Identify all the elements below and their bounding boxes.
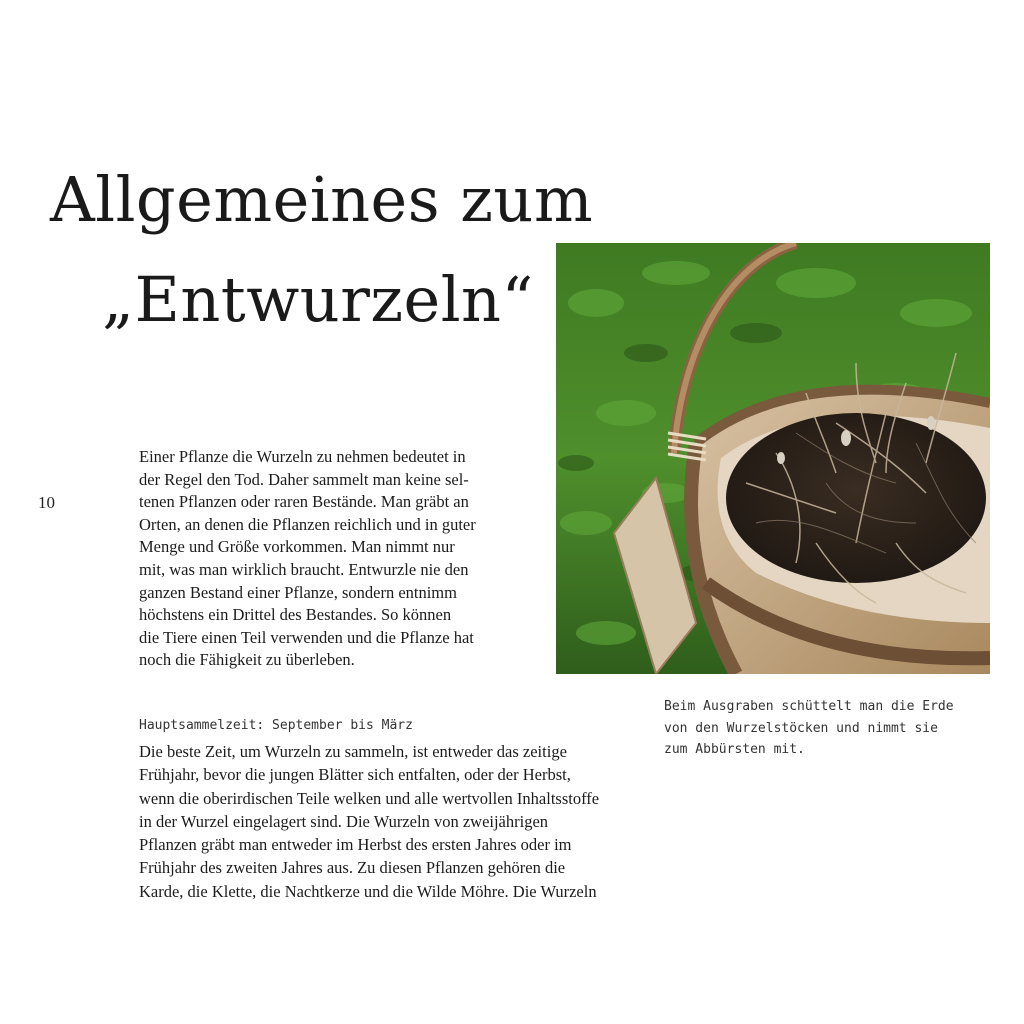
title-line-1: Allgemeines zum	[50, 163, 594, 236]
text-line: Die beste Zeit, um Wurzeln zu sammeln, ist entweder das zeitige	[139, 742, 567, 761]
text-line: Menge und Größe vorkommen. Man nimmt nur	[139, 537, 455, 557]
text-line: mit, was man wirklich braucht. Entwurzle nie den	[139, 559, 469, 579]
caption-line: Beim Ausgraben schüttelt man die Erde	[664, 699, 954, 714]
text-line: noch die Fähigkeit zu überleben.	[139, 650, 355, 670]
intro-paragraph	[139, 446, 519, 672]
text-line: ganzen Bestand einer Pflanze, sondern entnimm	[139, 582, 457, 602]
text-line: Frühjahr des zweiten Jahres aus. Zu diesen Pflanzen gehören die	[139, 858, 566, 878]
text-line: Karde, die Klette, die Nachtkerze und die Wilde Möhre. Die Wurzeln	[139, 881, 597, 901]
photo-caption	[664, 696, 954, 761]
text-line: höchstens ein Drittel des Bestandes. So können	[139, 605, 452, 625]
caption-line: zum Abbürsten mit.	[664, 742, 805, 757]
text-line: Pflanzen gräbt man entweder im Herbst des ersten Jahres oder im	[139, 835, 572, 855]
text-line: der Regel den Tod. Daher sammelt man keine sel-	[139, 469, 469, 489]
body-paragraph	[139, 740, 639, 903]
text-line: Orten, an denen die Pflanzen reichlich und in guter	[139, 514, 476, 534]
title-line-2: „Entwurzeln“	[102, 263, 534, 336]
text-line: wenn die oberirdischen Teile welken und alle wertvollen Inhaltsstoffe	[139, 788, 600, 808]
root-basket-photo	[556, 243, 990, 674]
text-line: tenen Pflanzen oder raren Bestände. Man gräbt an	[139, 492, 469, 512]
section-subheading: Hauptsammelzeit: September bis März	[139, 718, 413, 733]
caption-line: von den Wurzelstöcken und nimmt sie	[664, 720, 938, 736]
page-number: 10	[38, 493, 55, 512]
text-line: die Tiere einen Teil verwenden und die Pflanze hat	[139, 627, 474, 647]
text-line: in der Wurzel eingelagert sind. Die Wurzeln von zweijährigen	[139, 811, 549, 831]
text-line: Einer Pflanze die Wurzeln zu nehmen bedeutet in	[139, 447, 466, 466]
text-line: Frühjahr, bevor die jungen Blätter sich entfalten, oder der Herbst,	[139, 765, 571, 785]
page-title	[50, 150, 610, 350]
